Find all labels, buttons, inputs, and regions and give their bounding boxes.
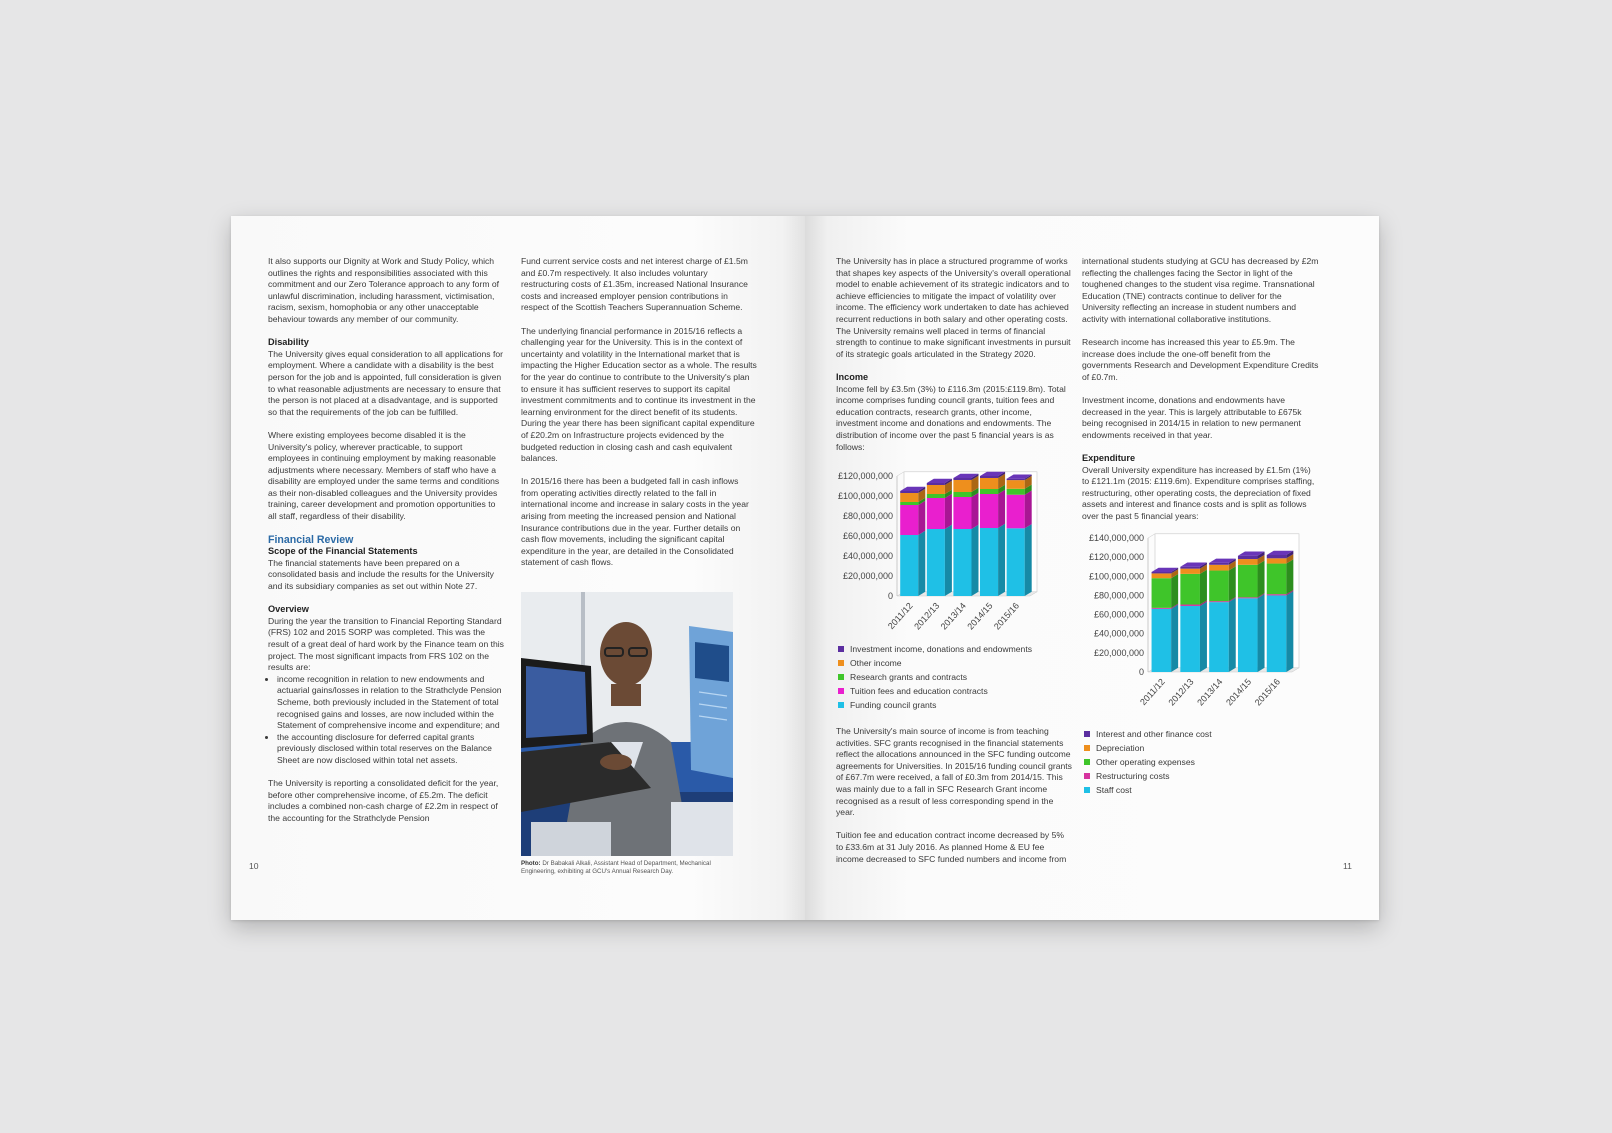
legend-swatch: [838, 646, 844, 652]
x-tick-label: 2013/14: [1195, 676, 1225, 708]
bar-segment: [1238, 598, 1258, 672]
disability-paragraph-1: The University gives equal consideration to all applications for employment. Where a candidate with a disability is the best person for the job and is appointed, full consideration is given to what reasonable adjustments are necessary to ensure that the person is not placed at a disadvantage, and is supported so that the requirements of the job can be fulfilled.: [268, 348, 504, 417]
bar-segment: [980, 494, 998, 528]
bar-segment: [1238, 559, 1258, 565]
income-heading: Income: [836, 371, 869, 382]
legend-swatch: [1084, 759, 1090, 765]
photo-illustration: [521, 592, 733, 856]
bar-segment-side: [1200, 602, 1207, 672]
bar-segment: [900, 502, 918, 505]
bar-segment: [1267, 555, 1287, 558]
left-page: [231, 216, 805, 920]
caption-text: Dr Babakali Alkali, Assistant Head of Department, Mechanical Engineering, exhibiting at GCU's Annual Research Day.: [521, 860, 711, 875]
bar-segment: [1152, 608, 1172, 609]
legend-item: [1084, 769, 1212, 783]
bar-segment: [1007, 480, 1025, 489]
legend-label: Other operating expenses: [1096, 757, 1195, 767]
legend-label: Other income: [850, 658, 902, 668]
bar-segment: [1238, 556, 1258, 559]
x-tick-label: 2015/16: [991, 600, 1022, 632]
bar-segment: [1267, 564, 1287, 595]
y-tick-label: £20,000,000: [842, 571, 893, 581]
bar-segment: [980, 478, 998, 489]
bar-segment: [1152, 573, 1172, 578]
overview-paragraph: During the year the transition to Financial Reporting Standard (FRS) 102 and 2015 SORP was completed. This was the result of a great deal of hard work by the Finance team on this project. The most significant impacts from FRS 102 on the results are:: [268, 615, 504, 673]
legend-swatch: [838, 674, 844, 680]
caption-label: Photo:: [521, 860, 541, 867]
y-tick-label: £120,000,000: [1088, 552, 1144, 563]
legend-label: Research grants and contracts: [850, 672, 968, 682]
overview-bullets: [268, 674, 504, 767]
bar-segment: [927, 483, 945, 485]
bar-segment: [1180, 567, 1200, 569]
bar-segment-side: [1286, 559, 1293, 594]
bar-segment: [927, 485, 945, 494]
legend-swatch: [1084, 731, 1090, 737]
bar-segment: [1209, 565, 1229, 571]
y-tick-label: £100,000,000: [1088, 571, 1144, 582]
x-tick-label: 2012/13: [912, 600, 942, 632]
bar-segment: [953, 529, 971, 596]
legend-swatch: [1084, 773, 1090, 779]
bar-segment: [1007, 495, 1025, 529]
bar-segment: [1180, 569, 1200, 574]
deficit-paragraph: The University is reporting a consolidated deficit for the year, before other comprehensive income, of £5.2m. The deficit includes a combined non-cash charge of £2.2m in respect of the accounting for the Strathclyde Pension: [268, 778, 499, 823]
y-tick-label: £60,000,000: [842, 531, 893, 541]
bar-segment-side: [971, 525, 978, 596]
legend-label: Staff cost: [1096, 785, 1132, 795]
bar-segment: [927, 494, 945, 498]
overview-heading: Overview: [268, 604, 309, 615]
programme-paragraph: The University has in place a structured programme of works that shapes key aspects of the University's overall operational model to enable achievement of its strategic indicators and to achieve efficiencies to mitigate the impact of volatility over income. The efficiency work undertaken to date has achieved recurrent reductions in both salary and other operating costs. The University remains well placed in terms of financial strength to continue to make significant investments in pursuit of its strategic goals articulated in the Strategy 2020.: [836, 256, 1071, 359]
bullet-item: • the accounting disclosure for deferred capital grants previously disclosed within total reserves on the Balance Sheet are now disclosed within total net assets.: [277, 732, 504, 767]
bar-segment: [1209, 601, 1229, 602]
y-tick-label: £100,000,000: [837, 491, 893, 501]
income-legend: [838, 642, 1032, 712]
expenditure-chart: [1052, 522, 1342, 722]
bar-segment: [1267, 594, 1287, 595]
x-tick-label: 2014/15: [1224, 676, 1254, 708]
bar-segment: [1007, 528, 1025, 596]
bar-segment-side: [1258, 561, 1265, 598]
cash-flow-paragraph: In 2015/16 there has been a budgeted fall in cash inflows from operating activities directly related to the fall in international income and increase in salary costs in the year arising from meeting the increased pension and National Insurance contributions due in the year. Further details on cash flow movements, including the significant capital expenditure in the year, are detailed in the Consolidated statement of cash flows.: [521, 476, 749, 568]
bar-segment: [900, 505, 918, 535]
bar-segment: [980, 489, 998, 494]
legend-swatch: [838, 660, 844, 666]
bar-segment: [1238, 597, 1258, 598]
expenditure-legend: [1084, 727, 1212, 797]
y-axis-depth: [897, 472, 904, 476]
bar-segment: [1152, 572, 1172, 573]
tuition-paragraph: Tuition fee and education contract income decreased by 5% to £33.6m at 31 July 2016. As planned Home & EU fee income decreased to SFC funded numbers and income from: [836, 830, 1067, 864]
bar-segment: [900, 493, 918, 502]
bar-segment-side: [945, 494, 952, 529]
legend-item: [838, 656, 1032, 670]
x-tick-label: 2014/15: [965, 600, 995, 632]
bar-segment-side: [918, 501, 925, 535]
right-column-1-lower: [836, 726, 1072, 877]
legend-label: Investment income, donations and endowments: [850, 644, 1033, 654]
bar-segment: [953, 492, 971, 497]
legend-item: [838, 670, 1032, 684]
scope-heading: Scope of the Financial Statements: [268, 546, 418, 557]
bar-segment: [980, 528, 998, 596]
page-number-left: 10: [249, 861, 259, 871]
bar-segment: [1180, 606, 1200, 672]
y-tick-label: 0: [887, 591, 893, 601]
performance-paragraph: The underlying financial performance in 2015/16 reflects a challenging year for the University. This is in the context of uncertainty and volatility in the International market that is impacting the Higher Education sector as a whole. The results for the year do continue to contribute to the University's plan to ensure it has sufficient reserves to support its capital investment commitments and to continue its investment in the learning environment for the direct benefit of its students. During the year there has been significant capital expenditure of £20.2m on Infrastructure projects evidenced by the budgeted reduction in closing cash and cash equivalent balances.: [521, 325, 757, 464]
bar-segment: [900, 491, 918, 493]
disability-heading: Disability: [268, 337, 309, 348]
bar-segment: [927, 529, 945, 596]
teaching-income-paragraph: The University's main source of income is from teaching activities. SFC grants recognised in the financial statements reflect the allocations announced in the SFC funding outcome agreements for Universities. In 2015/16 funding council grants of £67.7m were received, a fall of £0.3m from 2014/15. This was mainly due to a fall in SFC Research Grant income recognised as a result of less corresponding spend in the year.: [836, 726, 1072, 818]
bar-segment-side: [1025, 491, 1032, 529]
bar-segment-side: [918, 531, 925, 596]
legend-label: Funding council grants: [850, 700, 937, 710]
legend-swatch: [1084, 745, 1090, 751]
bar-segment: [1267, 595, 1287, 672]
x-tick-label: 2013/14: [938, 600, 968, 632]
y-tick-label: £40,000,000: [1093, 628, 1144, 639]
bar-segment-side: [998, 490, 1005, 528]
intro-paragraph: It also supports our Dignity at Work and Study Policy, which outlines the rights and responsibilities associated with this commitment and our Zero Tolerance approach to any form of unlawful discrimination, including harassment, victimisation, racism, sexism, homophobia or any other unacceptable behaviour towards any member of our community.: [268, 256, 500, 324]
bar-segment: [1180, 574, 1200, 605]
bar-segment-side: [1258, 594, 1265, 672]
y-tick-label: £40,000,000: [842, 551, 893, 561]
bar-segment: [1180, 605, 1200, 606]
left-column-2: [521, 256, 757, 581]
investment-paragraph: Investment income, donations and endowments have decreased in the year. This is largely attributable to £675k being recognised in 2014/15 in relation to new permanent endowments received in that year.: [1082, 395, 1302, 440]
y-tick-label: £140,000,000: [1088, 533, 1144, 543]
y-tick-label: £20,000,000: [1093, 647, 1144, 658]
y-tick-label: £80,000,000: [1093, 590, 1144, 601]
scope-paragraph: The financial statements have been prepared on a consolidated basis and include the results for the University and its subsidiary companies as set out within Note 27.: [268, 557, 494, 592]
pension-paragraph: Fund current service costs and net interest charge of £1.5m and £0.7m respectively. It also includes voluntary restructuring costs of £1.35m, increased National Insurance costs and increased employer pension contributions in respect of the Scottish Teachers Superannuation Scheme.: [521, 256, 748, 313]
bar-segment-side: [998, 524, 1005, 596]
bar-segment: [953, 478, 971, 480]
legend-swatch: [1084, 787, 1090, 793]
legend-label: Interest and other finance cost: [1096, 729, 1212, 739]
bar-segment: [1209, 571, 1229, 602]
y-tick-label: £120,000,000: [837, 471, 893, 481]
legend-item: [1084, 727, 1212, 741]
bar-segment: [980, 476, 998, 478]
photo-caption: [521, 860, 736, 876]
bar-segment-side: [971, 493, 978, 529]
x-tick-label: 2011/12: [1138, 676, 1167, 708]
x-tick-label: 2012/13: [1166, 676, 1196, 708]
page-number-right: 11: [1343, 861, 1352, 871]
disability-paragraph-2: Where existing employees become disabled it is the University's policy, wherever practicable, to support employees in continuing employment by making reasonable adjustments where necessary. Members of staff who have a disability are employed under the same terms and conditions as their non-disabled colleagues and the University provides training, career development and promotion opportunities to all staff, regardless of their disability.: [268, 429, 500, 522]
legend-item: [838, 684, 1032, 698]
legend-item: [1084, 741, 1212, 755]
bar-segment: [1238, 565, 1258, 598]
bar-segment-side: [1171, 605, 1178, 672]
bar-segment: [1152, 609, 1172, 672]
bar-segment: [900, 535, 918, 596]
bullet-item: • income recognition in relation to new endowments and actuarial gains/losses in relation to the Strathclyde Pension Scheme, both previously included in the Statement of total recognised gains and losses, are now included within the Statement of comprehensive income and expenditure; and: [277, 674, 504, 732]
international-paragraph: international students studying at GCU has decreased by £2m reflecting the challenges facing the Sector in light of the toughened changes to the student visa regime. Transnational Education (TNE) contracts continue to deliver for the University reflecting an increase in student numbers and activity with international collaborative institutions.: [1082, 256, 1319, 324]
right-page: [805, 216, 1379, 920]
expenditure-paragraph: Overall University expenditure has increased by £1.5m (1%) to £121.1m (2015: £119.6m). Expenditure comprises staffing, restructuring, other operating costs, the depreciation of fixed assets and interest and finance costs and is split as follows over the past 5 financial years:: [1082, 464, 1315, 522]
right-column-2: [1082, 256, 1320, 523]
bar-segment-side: [1229, 566, 1236, 601]
legend-label: Depreciation: [1096, 743, 1145, 753]
bar-segment-side: [1171, 574, 1178, 608]
legend-item: [838, 698, 1032, 712]
bar-segment: [1007, 479, 1025, 480]
bar-segment-side: [945, 525, 952, 596]
left-column-1: [268, 256, 504, 836]
bar-segment-side: [1286, 591, 1293, 672]
legend-swatch: [838, 702, 844, 708]
x-tick-label: 2015/16: [1252, 676, 1283, 708]
bar-segment: [1007, 489, 1025, 495]
x-tick-label: 2011/12: [885, 600, 915, 632]
y-tick-label: £60,000,000: [1093, 609, 1144, 620]
right-column-1: [836, 256, 1072, 453]
bar-segment-side: [1200, 570, 1207, 605]
y-tick-label: £80,000,000: [842, 511, 893, 521]
research-paragraph: Research income has increased this year to £5.9m. The increase does include the one-off benefit from the governments Research and Development Expenditure Credits of £0.7m.: [1082, 337, 1319, 382]
bar-segment-side: [1229, 598, 1236, 672]
bar-segment: [1267, 558, 1287, 563]
y-axis-depth: [1148, 534, 1155, 538]
income-paragraph: Income fell by £3.5m (3%) to £116.3m (2015:£119.8m). Total income comprises funding council grants, tuition fees and education contracts, research grants, other income, investment income and donations and endowments. The distribution of income over the past 5 financial years is as follows:: [836, 383, 1066, 452]
bar-segment: [1209, 563, 1229, 565]
legend-label: Tuition fees and education contracts: [850, 686, 988, 696]
income-chart: [805, 461, 1075, 641]
legend-swatch: [838, 688, 844, 694]
bar-segment-side: [1025, 524, 1032, 596]
bar-segment: [927, 498, 945, 529]
financial-review-heading: Financial Review: [268, 534, 354, 547]
legend-item: [1084, 755, 1212, 769]
document-spread: [231, 216, 1379, 920]
legend-item: [1084, 783, 1212, 797]
legend-item: [838, 642, 1032, 656]
expenditure-heading: Expenditure: [1082, 453, 1136, 464]
bar-segment: [953, 497, 971, 529]
bar-segment: [1209, 602, 1229, 672]
bar-segment: [1152, 578, 1172, 608]
photo-researcher: [521, 592, 733, 856]
legend-label: Restructuring costs: [1096, 771, 1170, 781]
bar-segment: [953, 480, 971, 492]
y-tick-label: 0: [1138, 667, 1144, 677]
